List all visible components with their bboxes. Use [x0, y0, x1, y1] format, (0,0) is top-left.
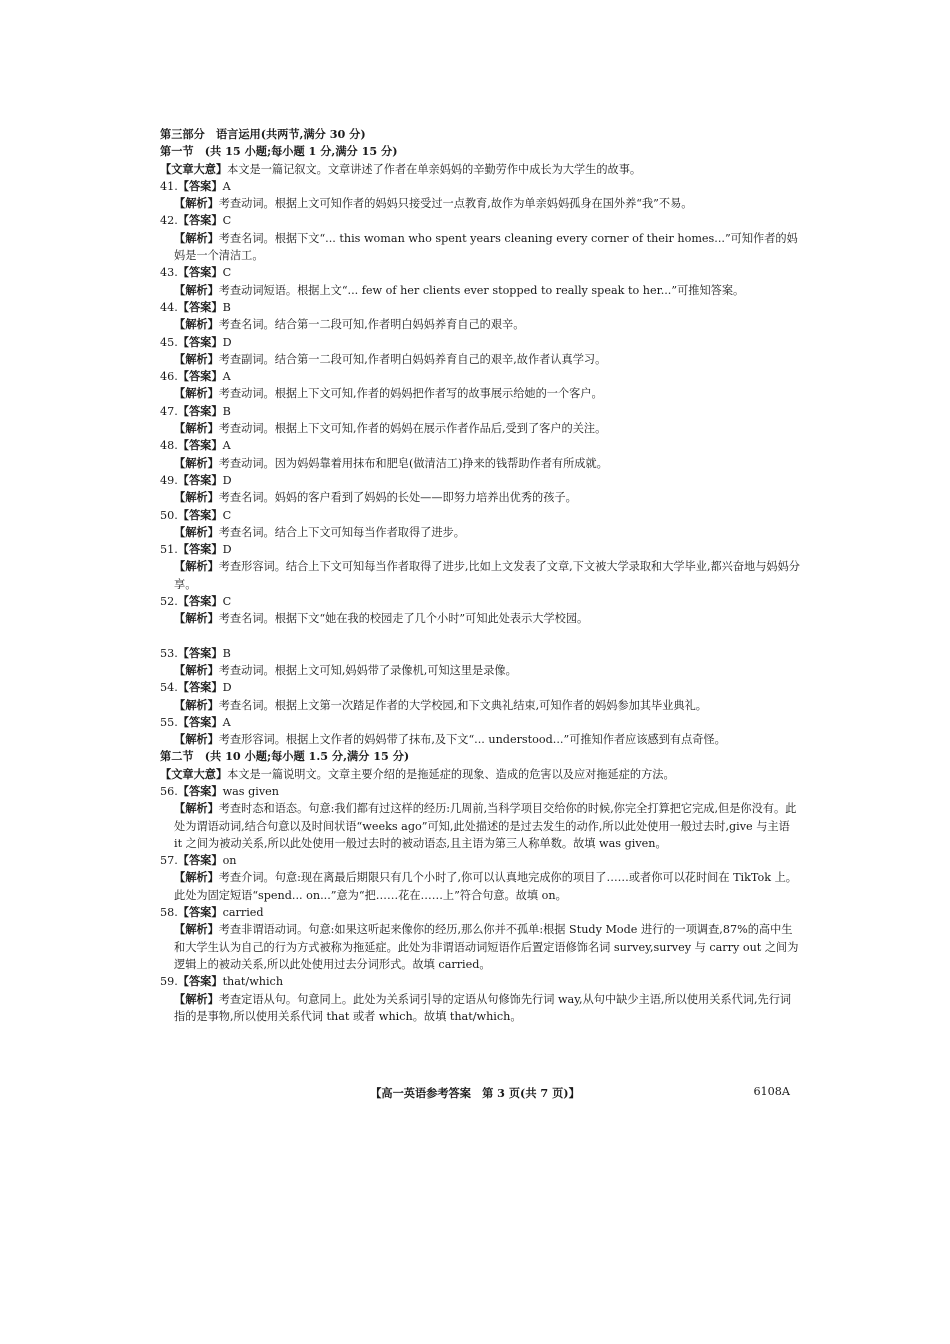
explanation: 【解析】考查名词。根据上文第一次踏足作者的大学校园,和下文典礼结束,可知作者的妈妈参加其毕业典礼。	[174, 697, 707, 712]
explanation: 【解析】考查形容词。结合上下文可知每当作者取得了进步,比如上文发表了文章,下文被大学录取和大学毕业,都兴奋地与妈妈分享。	[174, 559, 800, 591]
answer-line: 56.【答案】was given	[160, 783, 279, 798]
answer-line: 47.【答案】B	[160, 403, 231, 418]
answer-line: 43.【答案】C	[160, 265, 232, 280]
explanation: 【解析】考查动词。根据上文可知作者的妈妈只接受过一点教育,故作为单亲妈妈孤身在国外养“我”不易。	[174, 196, 693, 211]
section1-summary: 【文章大意】本文是一篇记叙文。文章讲述了作者在单亲妈妈的辛勤劳作中成长为大学生的故事。	[160, 161, 642, 176]
footer-code: 6108A	[753, 1085, 790, 1098]
explanation: 【解析】考查名词。妈妈的客户看到了妈妈的长处——即努力培养出优秀的孩子。	[174, 490, 577, 505]
answer-line: 53.【答案】B	[160, 645, 231, 660]
explanation: 【解析】考查名词。根据下文“... this woman who spent years cleaning every corner of their homes...”可知作者的妈妈是一个清洁工。	[174, 230, 798, 263]
explanation: 【解析】考查动词。根据上下文可知,作者的妈妈在展示作者作品后,受到了客户的关注。	[174, 421, 607, 436]
explanation: 【解析】考查名词。结合第一二段可知,作者明白妈妈养育自己的艰辛。	[174, 317, 525, 332]
explanation: 【解析】考查非谓语动词。句意:如果这听起来像你的经历,那么你并不孤单:根据 Study Mode 进行的一项调查,87%的高中生和大学生认为自己的行为方式被称为拖延症。此处为非谓语动词短语作后置定语修饰名词 survey,survey 与 carry out 之间为逻辑上的被动关系,所以此处使用过去分词形式。故填 carried。	[174, 922, 799, 971]
explanation: 【解析】考查名词。结合上下文可知每当作者取得了进步。	[174, 524, 465, 539]
section2-items	[160, 783, 800, 1025]
answer-line: 42.【答案】C	[160, 213, 232, 228]
answer-line: 45.【答案】D	[160, 334, 232, 349]
section1-title: 第一节 (共 15 小题;每小题 1 分,满分 15 分)	[160, 144, 398, 159]
section2-summary: 【文章大意】本文是一篇说明文。文章主要介绍的是拖延症的现象、造成的危害以及应对拖延症的方法。	[160, 766, 675, 781]
explanation: 【解析】考查动词。根据上下文可知,作者的妈妈把作者写的故事展示给她的一个客户。	[174, 386, 603, 401]
answer-line: 52.【答案】C	[160, 594, 232, 609]
answer-line: 51.【答案】D	[160, 542, 232, 557]
answer-line: 46.【答案】A	[160, 369, 231, 384]
explanation: 【解析】考查时态和语态。句意:我们都有过这样的经历:几周前,当科学项目交给你的时候,你完全打算把它完成,但是你没有。此处为谓语动词,结合句意以及时间状语“weeks ago”可知,此处描述的是过去发生的动作,所以此处使用一般过去时,give 与主语 it 之间为被动关系,所以此处使用一般过去时的被动语态,且主语为第三人称单数。故填 was given。	[174, 801, 797, 850]
explanation: 【解析】考查副词。结合第一二段可知,作者明白妈妈养育自己的艰辛,故作者认真学习。	[174, 351, 607, 366]
answer-line: 57.【答案】on	[160, 853, 237, 868]
answer-page	[160, 126, 800, 1025]
explanation: 【解析】考查介词。句意:现在离最后期限只有几个小时了,你可以认真地完成你的项目了……或者你可以花时间在 TikTok 上。此处为固定短语“spend... on...”意为“把……花在……上”符合句意。故填 on。	[174, 870, 797, 902]
answer-line: 50.【答案】C	[160, 507, 232, 522]
answer-line: 49.【答案】D	[160, 472, 232, 487]
answer-line: 59.【答案】that/which	[160, 974, 284, 989]
answer-line: 54.【答案】D	[160, 680, 232, 695]
answer-line: 48.【答案】A	[160, 438, 231, 453]
explanation: 【解析】考查定语从句。句意同上。此处为关系词引导的定语从句修饰先行词 way,从句中缺少主语,所以使用关系代词,先行词指的是事物,所以使用关系代词 that 或者 which。故填 that/which。	[174, 991, 792, 1023]
answer-line: 41.【答案】A	[160, 178, 231, 193]
explanation: 【解析】考查动词。根据上文可知,妈妈带了录像机,可知这里是录像。	[174, 662, 517, 677]
footer-page-info: 【高一英语参考答案 第 3 页(共 7 页)】	[370, 1086, 580, 1100]
section1-items	[160, 178, 800, 749]
answer-line: 44.【答案】B	[160, 299, 231, 314]
explanation: 【解析】考查形容词。根据上文作者的妈妈带了抹布,及下文“... understood...”可推知作者应该感到有点奇怪。	[174, 732, 726, 747]
explanation: 【解析】考查动词短语。根据上文“... few of her clients ever stopped to really speak to her...”可推知答案。	[174, 282, 745, 297]
section2-title: 第二节 (共 10 小题;每小题 1.5 分,满分 15 分)	[160, 749, 410, 764]
answer-line: 58.【答案】carried	[160, 905, 264, 920]
answer-line: 55.【答案】A	[160, 714, 231, 729]
explanation: 【解析】考查动词。因为妈妈靠着用抹布和肥皂(做清洁工)挣来的钱帮助作者有所成就。	[174, 455, 608, 470]
part-title: 第三部分 语言运用(共两节,满分 30 分)	[160, 127, 366, 141]
explanation: 【解析】考查名词。根据下文“她在我的校园走了几个小时”可知此处表示大学校园。	[174, 611, 589, 626]
